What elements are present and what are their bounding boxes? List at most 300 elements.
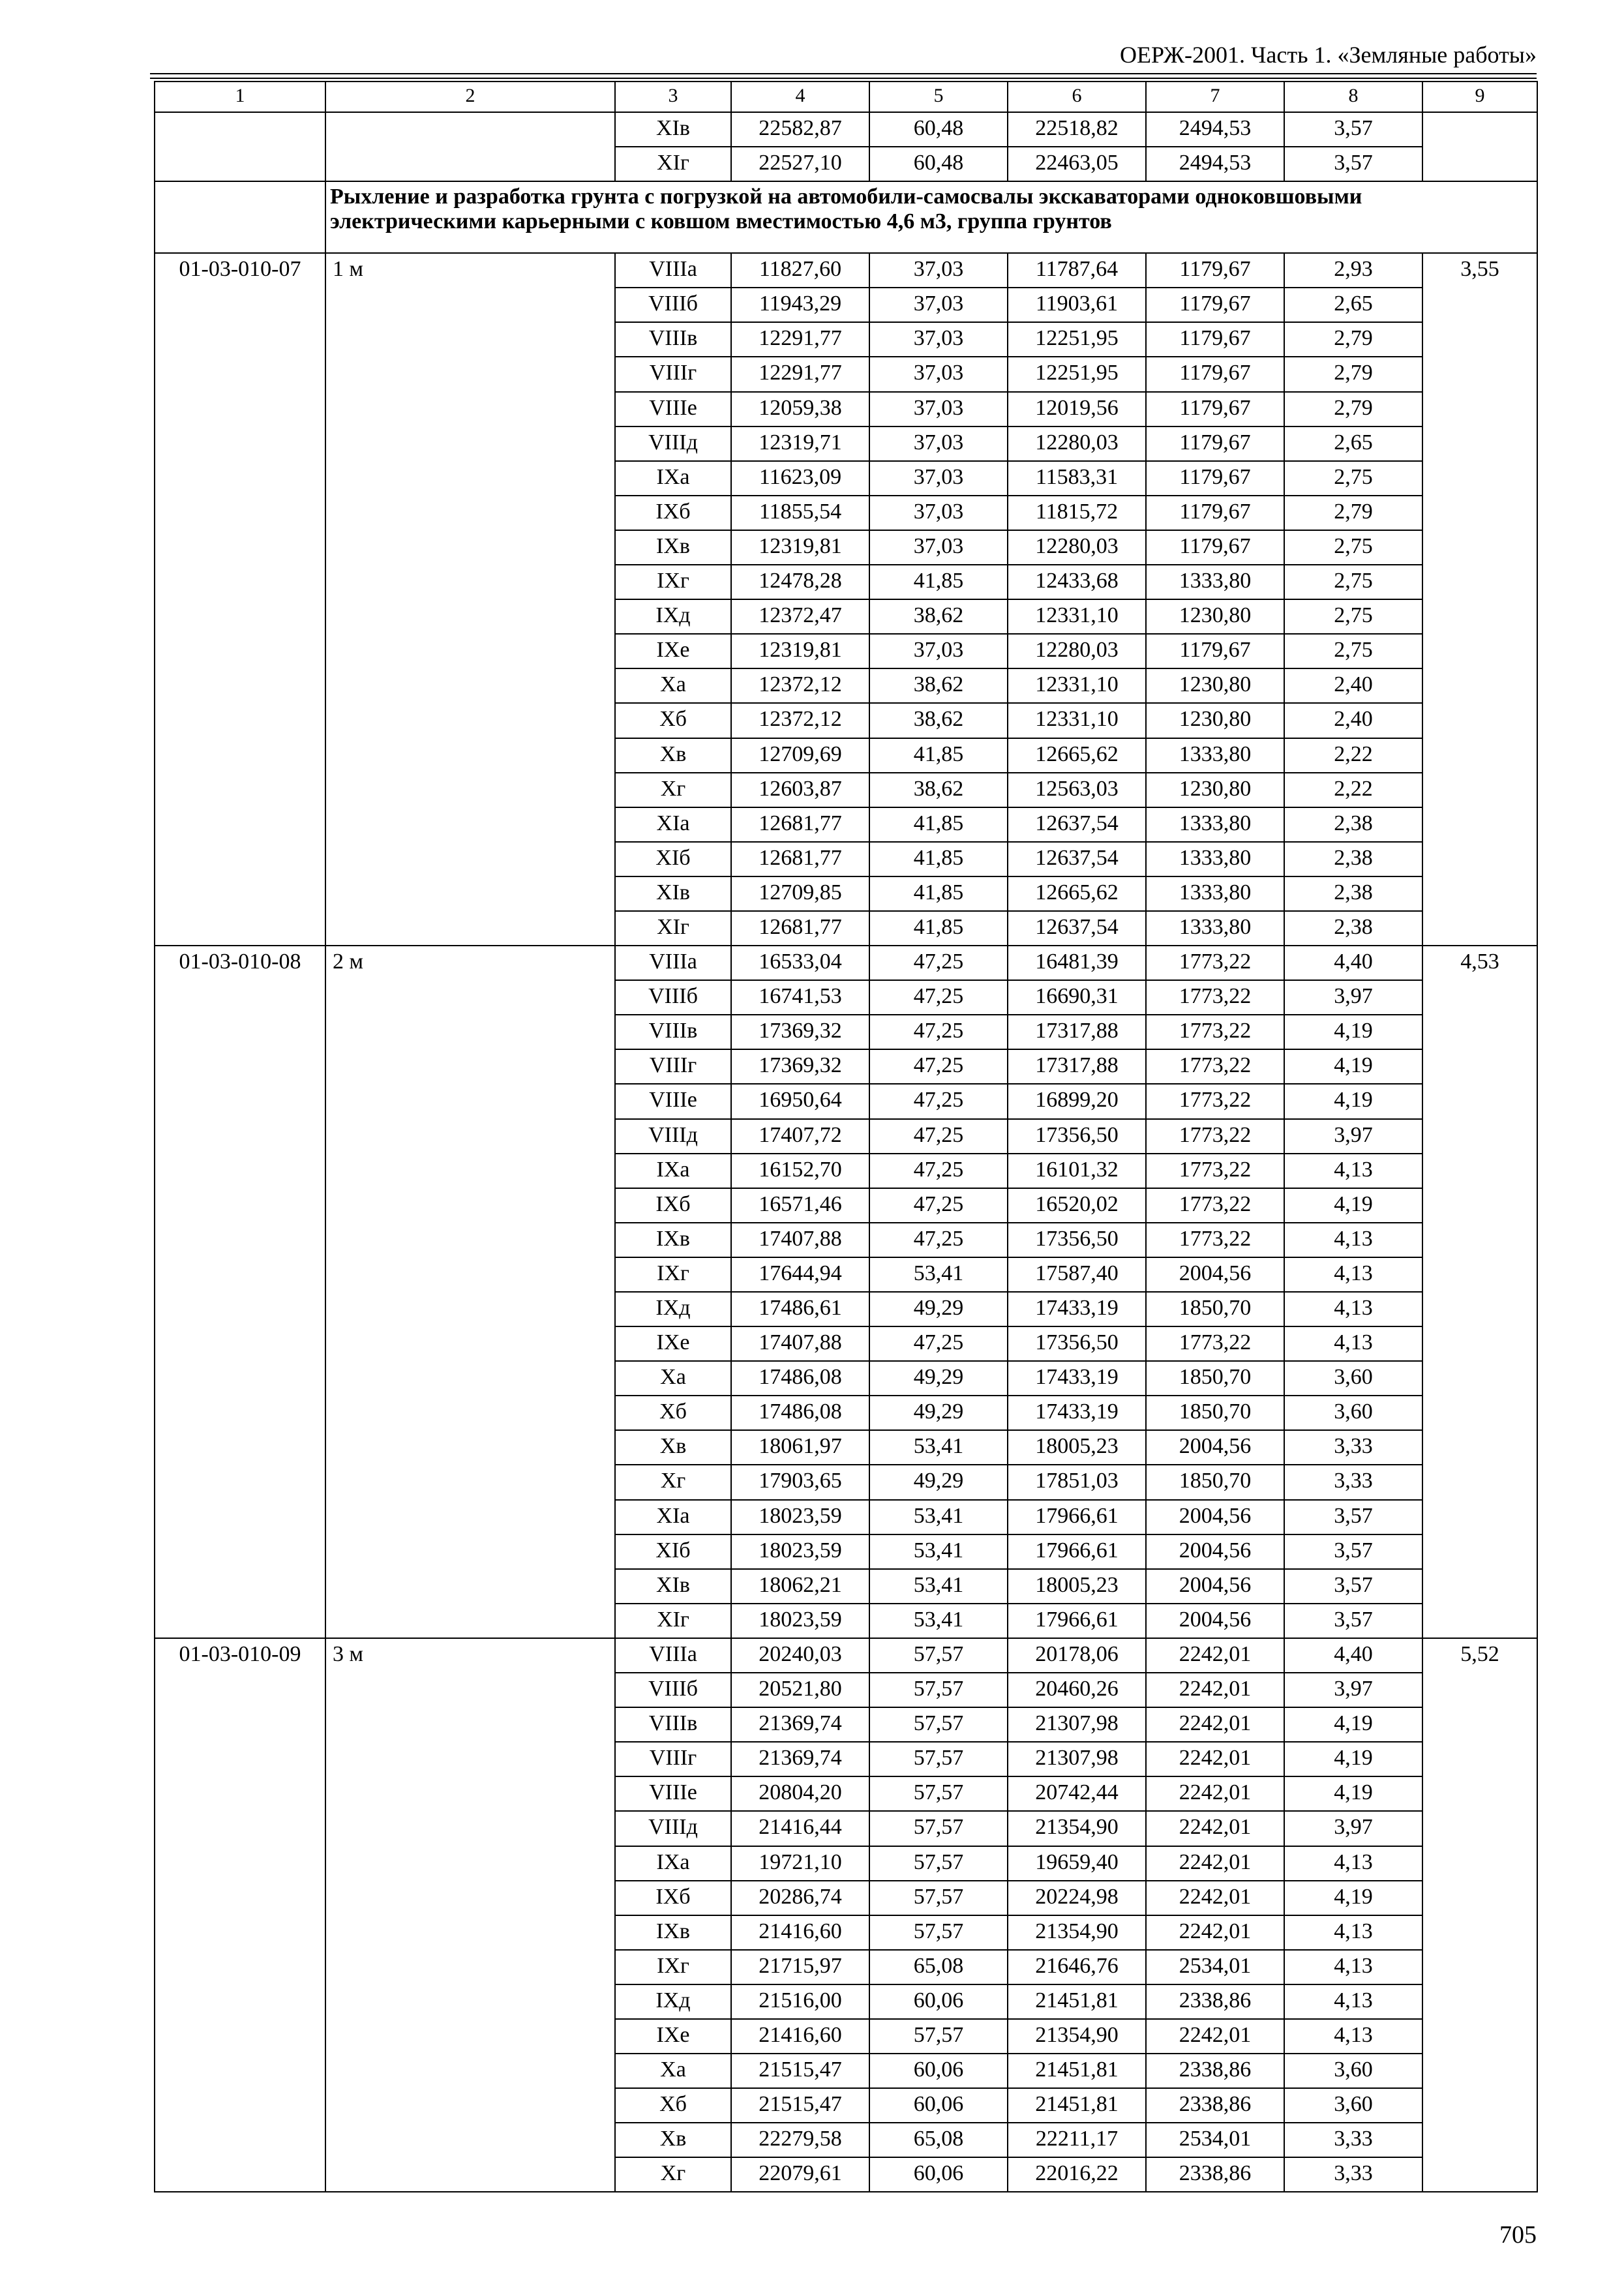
value-cell: 21369,74 bbox=[731, 1742, 869, 1776]
value-cell: 17966,61 bbox=[1008, 1500, 1146, 1534]
value-cell: 47,25 bbox=[869, 1154, 1008, 1188]
value-cell: 3,97 bbox=[1284, 1119, 1422, 1154]
value-cell: 4,13 bbox=[1284, 1223, 1422, 1257]
value-cell: 22016,22 bbox=[1008, 2157, 1146, 2192]
value-cell: 65,08 bbox=[869, 2123, 1008, 2157]
value-cell: 2,40 bbox=[1284, 668, 1422, 703]
soil-group-cell: IXа bbox=[615, 1846, 731, 1881]
value-cell: 3,33 bbox=[1284, 1465, 1422, 1499]
value-cell: 1850,70 bbox=[1146, 1465, 1284, 1499]
value-cell: 47,25 bbox=[869, 1015, 1008, 1049]
value-cell: 37,03 bbox=[869, 253, 1008, 288]
value-cell: 21715,97 bbox=[731, 1950, 869, 1984]
value-cell: 2242,01 bbox=[1146, 1707, 1284, 1742]
value-cell: 20286,74 bbox=[731, 1881, 869, 1915]
name-cell bbox=[325, 112, 615, 181]
value-cell: 17407,88 bbox=[731, 1223, 869, 1257]
value-cell: 1179,67 bbox=[1146, 357, 1284, 391]
value-cell: 2,75 bbox=[1284, 461, 1422, 496]
value-cell: 1179,67 bbox=[1146, 288, 1284, 322]
soil-group-cell: XIв bbox=[615, 876, 731, 911]
value-cell: 11903,61 bbox=[1008, 288, 1146, 322]
soil-group-cell: XIа bbox=[615, 807, 731, 842]
value-cell: 17966,61 bbox=[1008, 1604, 1146, 1638]
value-cell: 1230,80 bbox=[1146, 668, 1284, 703]
value-cell: 22582,87 bbox=[731, 112, 869, 147]
value-cell: 20178,06 bbox=[1008, 1638, 1146, 1673]
value-cell: 38,62 bbox=[869, 599, 1008, 634]
value-cell: 1333,80 bbox=[1146, 876, 1284, 911]
value-cell: 2,79 bbox=[1284, 322, 1422, 357]
column-number: 6 bbox=[1008, 82, 1146, 112]
value-cell: 57,57 bbox=[869, 1742, 1008, 1776]
value-cell: 57,57 bbox=[869, 2019, 1008, 2054]
value-cell: 2242,01 bbox=[1146, 1776, 1284, 1811]
value-cell: 4,13 bbox=[1284, 1846, 1422, 1881]
value-cell: 16690,31 bbox=[1008, 980, 1146, 1015]
value-cell: 4,19 bbox=[1284, 1776, 1422, 1811]
value-cell: 3,60 bbox=[1284, 1361, 1422, 1396]
value-cell: 2242,01 bbox=[1146, 1915, 1284, 1950]
value-cell: 18061,97 bbox=[731, 1430, 869, 1465]
table-body bbox=[155, 82, 1537, 2192]
soil-group-cell: IXг bbox=[615, 1257, 731, 1292]
value-cell: 60,06 bbox=[869, 2054, 1008, 2088]
column-number: 4 bbox=[731, 82, 869, 112]
value-cell: 53,41 bbox=[869, 1430, 1008, 1465]
value-cell: 17369,32 bbox=[731, 1015, 869, 1049]
soil-group-cell: IXе bbox=[615, 1326, 731, 1361]
value-cell: 16533,04 bbox=[731, 946, 869, 980]
value-cell: 1773,22 bbox=[1146, 1119, 1284, 1154]
value-cell: 47,25 bbox=[869, 1049, 1008, 1084]
value-cell: 18062,21 bbox=[731, 1569, 869, 1604]
value-cell: 12478,28 bbox=[731, 565, 869, 599]
value-cell: 11583,31 bbox=[1008, 461, 1146, 496]
value-cell: 21354,90 bbox=[1008, 1811, 1146, 1846]
value-cell: 37,03 bbox=[869, 634, 1008, 668]
value-cell: 1773,22 bbox=[1146, 1188, 1284, 1223]
value-cell: 2534,01 bbox=[1146, 2123, 1284, 2157]
value-cell: 2494,53 bbox=[1146, 112, 1284, 147]
value-cell: 2242,01 bbox=[1146, 2019, 1284, 2054]
soil-group-cell: VIIIб bbox=[615, 1673, 731, 1707]
value-cell: 57,57 bbox=[869, 1881, 1008, 1915]
value-cell: 41,85 bbox=[869, 565, 1008, 599]
rates-table bbox=[154, 81, 1538, 2192]
value-cell: 21646,76 bbox=[1008, 1950, 1146, 1984]
value-cell: 20240,03 bbox=[731, 1638, 869, 1673]
value-cell: 18023,59 bbox=[731, 1604, 869, 1638]
value-cell: 21307,98 bbox=[1008, 1707, 1146, 1742]
value-cell: 53,41 bbox=[869, 1604, 1008, 1638]
soil-group-cell: Xг bbox=[615, 2157, 731, 2192]
value-cell: 2,75 bbox=[1284, 565, 1422, 599]
value-cell: 4,13 bbox=[1284, 1257, 1422, 1292]
soil-group-cell: VIIIа bbox=[615, 946, 731, 980]
value-cell: 12681,77 bbox=[731, 911, 869, 946]
value-cell: 1179,67 bbox=[1146, 496, 1284, 530]
value-cell: 53,41 bbox=[869, 1569, 1008, 1604]
value-cell: 37,03 bbox=[869, 426, 1008, 461]
value-cell: 21416,44 bbox=[731, 1811, 869, 1846]
soil-group-cell: IXе bbox=[615, 2019, 731, 2054]
value-cell: 47,25 bbox=[869, 980, 1008, 1015]
value-cell: 3,60 bbox=[1284, 1396, 1422, 1430]
value-cell: 37,03 bbox=[869, 461, 1008, 496]
value-cell: 2242,01 bbox=[1146, 1742, 1284, 1776]
value-cell: 4,13 bbox=[1284, 1292, 1422, 1326]
section-row bbox=[155, 181, 1537, 253]
value-cell: 57,57 bbox=[869, 1673, 1008, 1707]
value-cell: 2004,56 bbox=[1146, 1569, 1284, 1604]
value-cell: 2338,86 bbox=[1146, 2054, 1284, 2088]
value-cell: 41,85 bbox=[869, 842, 1008, 876]
value-cell: 47,25 bbox=[869, 1188, 1008, 1223]
value-cell: 41,85 bbox=[869, 911, 1008, 946]
page-header bbox=[150, 38, 1537, 72]
soil-group-cell: VIIIв bbox=[615, 1015, 731, 1049]
value-cell: 3,97 bbox=[1284, 1673, 1422, 1707]
value-cell: 4,13 bbox=[1284, 2019, 1422, 2054]
value-cell: 60,48 bbox=[869, 112, 1008, 147]
value-cell: 12331,10 bbox=[1008, 668, 1146, 703]
value-cell: 12637,54 bbox=[1008, 842, 1146, 876]
value-cell: 21354,90 bbox=[1008, 2019, 1146, 2054]
value-cell: 49,29 bbox=[869, 1361, 1008, 1396]
value-cell: 17486,08 bbox=[731, 1361, 869, 1396]
value-cell: 4,19 bbox=[1284, 1049, 1422, 1084]
value-cell: 1773,22 bbox=[1146, 1049, 1284, 1084]
header-rule bbox=[150, 73, 1537, 74]
value-cell: 3,97 bbox=[1284, 1811, 1422, 1846]
value-cell: 1333,80 bbox=[1146, 911, 1284, 946]
soil-group-cell: VIIIд bbox=[615, 1811, 731, 1846]
value-cell: 1230,80 bbox=[1146, 599, 1284, 634]
value-cell: 57,57 bbox=[869, 1776, 1008, 1811]
value-cell: 3,60 bbox=[1284, 2054, 1422, 2088]
value-cell: 4,19 bbox=[1284, 1881, 1422, 1915]
value-cell: 3,33 bbox=[1284, 2123, 1422, 2157]
soil-group-cell: IXв bbox=[615, 530, 731, 565]
value-cell: 1179,67 bbox=[1146, 322, 1284, 357]
value-cell: 1179,67 bbox=[1146, 461, 1284, 496]
value-cell: 21516,00 bbox=[731, 1984, 869, 2019]
soil-group-cell: Xа bbox=[615, 1361, 731, 1396]
value-cell: 4,40 bbox=[1284, 946, 1422, 980]
table-row bbox=[155, 112, 1537, 147]
value-cell: 60,06 bbox=[869, 2088, 1008, 2123]
value-cell: 16152,70 bbox=[731, 1154, 869, 1188]
value-cell: 17903,65 bbox=[731, 1465, 869, 1499]
value-cell: 4,13 bbox=[1284, 1915, 1422, 1950]
value-cell: 57,57 bbox=[869, 1846, 1008, 1881]
soil-group-cell: XIв bbox=[615, 1569, 731, 1604]
value-cell: 57,57 bbox=[869, 1638, 1008, 1673]
soil-group-cell: VIIIг bbox=[615, 357, 731, 391]
value-cell: 20224,98 bbox=[1008, 1881, 1146, 1915]
value-cell: 17587,40 bbox=[1008, 1257, 1146, 1292]
value-cell: 2,65 bbox=[1284, 288, 1422, 322]
value-cell: 3,57 bbox=[1284, 112, 1422, 147]
value-cell: 49,29 bbox=[869, 1465, 1008, 1499]
soil-group-cell: VIIIа bbox=[615, 253, 731, 288]
value-cell: 3,33 bbox=[1284, 2157, 1422, 2192]
table-row bbox=[155, 946, 1537, 980]
table-row bbox=[155, 1638, 1537, 1673]
value-cell: 22527,10 bbox=[731, 147, 869, 181]
value-cell: 2004,56 bbox=[1146, 1604, 1284, 1638]
section-code-cell bbox=[155, 181, 325, 253]
value-cell: 11943,29 bbox=[731, 288, 869, 322]
value-cell: 16520,02 bbox=[1008, 1188, 1146, 1223]
value-cell: 1333,80 bbox=[1146, 738, 1284, 773]
value-cell: 21369,74 bbox=[731, 1707, 869, 1742]
soil-group-cell: VIIIд bbox=[615, 1119, 731, 1154]
value-cell: 18023,59 bbox=[731, 1500, 869, 1534]
soil-group-cell: Xв bbox=[615, 2123, 731, 2157]
soil-group-cell: IXг bbox=[615, 565, 731, 599]
value-cell: 12681,77 bbox=[731, 842, 869, 876]
col9-cell: 5,52 bbox=[1422, 1638, 1537, 2192]
value-cell: 11815,72 bbox=[1008, 496, 1146, 530]
value-cell: 3,33 bbox=[1284, 1430, 1422, 1465]
soil-group-cell: Xв bbox=[615, 738, 731, 773]
soil-group-cell: Xб bbox=[615, 703, 731, 738]
value-cell: 12709,85 bbox=[731, 876, 869, 911]
value-cell: 2,38 bbox=[1284, 842, 1422, 876]
value-cell: 12319,71 bbox=[731, 426, 869, 461]
value-cell: 12291,77 bbox=[731, 322, 869, 357]
soil-group-cell: XIг bbox=[615, 147, 731, 181]
rate-name: 3 м bbox=[325, 1638, 615, 2192]
value-cell: 22463,05 bbox=[1008, 147, 1146, 181]
value-cell: 20804,20 bbox=[731, 1776, 869, 1811]
value-cell: 2338,86 bbox=[1146, 1984, 1284, 2019]
value-cell: 19659,40 bbox=[1008, 1846, 1146, 1881]
col9-cell: 4,53 bbox=[1422, 946, 1537, 1638]
value-cell: 4,13 bbox=[1284, 1984, 1422, 2019]
value-cell: 1773,22 bbox=[1146, 1154, 1284, 1188]
value-cell: 1333,80 bbox=[1146, 842, 1284, 876]
rate-name: 2 м bbox=[325, 946, 615, 1638]
value-cell: 22211,17 bbox=[1008, 2123, 1146, 2157]
value-cell: 2004,56 bbox=[1146, 1500, 1284, 1534]
soil-group-cell: IXб bbox=[615, 496, 731, 530]
value-cell: 41,85 bbox=[869, 738, 1008, 773]
column-number: 2 bbox=[325, 82, 615, 112]
soil-group-cell: XIв bbox=[615, 112, 731, 147]
value-cell: 4,19 bbox=[1284, 1084, 1422, 1118]
column-number: 5 bbox=[869, 82, 1008, 112]
soil-group-cell: Xа bbox=[615, 668, 731, 703]
value-cell: 12603,87 bbox=[731, 773, 869, 807]
value-cell: 65,08 bbox=[869, 1950, 1008, 1984]
soil-group-cell: IXа bbox=[615, 461, 731, 496]
value-cell: 12637,54 bbox=[1008, 911, 1146, 946]
value-cell: 47,25 bbox=[869, 1223, 1008, 1257]
rate-code: 01-03-010-07 bbox=[155, 253, 325, 946]
soil-group-cell: Xб bbox=[615, 2088, 731, 2123]
value-cell: 1333,80 bbox=[1146, 807, 1284, 842]
value-cell: 12280,03 bbox=[1008, 634, 1146, 668]
value-cell: 17407,88 bbox=[731, 1326, 869, 1361]
value-cell: 2242,01 bbox=[1146, 1846, 1284, 1881]
value-cell: 12280,03 bbox=[1008, 530, 1146, 565]
value-cell: 4,19 bbox=[1284, 1015, 1422, 1049]
col9-cell: 3,55 bbox=[1422, 253, 1537, 946]
value-cell: 12372,12 bbox=[731, 703, 869, 738]
value-cell: 1179,67 bbox=[1146, 426, 1284, 461]
soil-group-cell: VIIIг bbox=[615, 1742, 731, 1776]
value-cell: 2004,56 bbox=[1146, 1257, 1284, 1292]
value-cell: 3,57 bbox=[1284, 1569, 1422, 1604]
value-cell: 2,79 bbox=[1284, 496, 1422, 530]
value-cell: 12331,10 bbox=[1008, 703, 1146, 738]
value-cell: 37,03 bbox=[869, 288, 1008, 322]
column-number: 3 bbox=[615, 82, 731, 112]
value-cell: 12372,12 bbox=[731, 668, 869, 703]
value-cell: 2004,56 bbox=[1146, 1430, 1284, 1465]
value-cell: 21451,81 bbox=[1008, 1984, 1146, 2019]
value-cell: 21416,60 bbox=[731, 1915, 869, 1950]
soil-group-cell: Xа bbox=[615, 2054, 731, 2088]
value-cell: 16950,64 bbox=[731, 1084, 869, 1118]
soil-group-cell: VIIIе bbox=[615, 392, 731, 426]
value-cell: 53,41 bbox=[869, 1257, 1008, 1292]
value-cell: 11855,54 bbox=[731, 496, 869, 530]
soil-group-cell: VIIIб bbox=[615, 288, 731, 322]
value-cell: 12291,77 bbox=[731, 357, 869, 391]
soil-group-cell: VIIIв bbox=[615, 1707, 731, 1742]
value-cell: 16101,32 bbox=[1008, 1154, 1146, 1188]
value-cell: 4,19 bbox=[1284, 1188, 1422, 1223]
soil-group-cell: IXд bbox=[615, 1292, 731, 1326]
value-cell: 38,62 bbox=[869, 668, 1008, 703]
value-cell: 12019,56 bbox=[1008, 392, 1146, 426]
value-cell: 1179,67 bbox=[1146, 530, 1284, 565]
value-cell: 21451,81 bbox=[1008, 2088, 1146, 2123]
value-cell: 37,03 bbox=[869, 322, 1008, 357]
value-cell: 2338,86 bbox=[1146, 2157, 1284, 2192]
value-cell: 2,93 bbox=[1284, 253, 1422, 288]
value-cell: 12251,95 bbox=[1008, 357, 1146, 391]
soil-group-cell: VIIIе bbox=[615, 1776, 731, 1811]
value-cell: 2,22 bbox=[1284, 773, 1422, 807]
col9-cell bbox=[1422, 112, 1537, 181]
column-number: 8 bbox=[1284, 82, 1422, 112]
value-cell: 38,62 bbox=[869, 773, 1008, 807]
value-cell: 11787,64 bbox=[1008, 253, 1146, 288]
value-cell: 17433,19 bbox=[1008, 1396, 1146, 1430]
value-cell: 2242,01 bbox=[1146, 1811, 1284, 1846]
value-cell: 41,85 bbox=[869, 876, 1008, 911]
value-cell: 17433,19 bbox=[1008, 1361, 1146, 1396]
value-cell: 47,25 bbox=[869, 1326, 1008, 1361]
value-cell: 1179,67 bbox=[1146, 392, 1284, 426]
value-cell: 1179,67 bbox=[1146, 634, 1284, 668]
value-cell: 22518,82 bbox=[1008, 112, 1146, 147]
soil-group-cell: IXд bbox=[615, 599, 731, 634]
value-cell: 21416,60 bbox=[731, 2019, 869, 2054]
soil-group-cell: Xг bbox=[615, 773, 731, 807]
value-cell: 17407,72 bbox=[731, 1119, 869, 1154]
value-cell: 12681,77 bbox=[731, 807, 869, 842]
value-cell: 2494,53 bbox=[1146, 147, 1284, 181]
value-cell: 12372,47 bbox=[731, 599, 869, 634]
value-cell: 12563,03 bbox=[1008, 773, 1146, 807]
value-cell: 18005,23 bbox=[1008, 1569, 1146, 1604]
value-cell: 17317,88 bbox=[1008, 1015, 1146, 1049]
column-numbers-row bbox=[155, 82, 1537, 112]
value-cell: 2242,01 bbox=[1146, 1638, 1284, 1673]
value-cell: 17317,88 bbox=[1008, 1049, 1146, 1084]
value-cell: 2242,01 bbox=[1146, 1881, 1284, 1915]
section-title: Рыхление и разработка грунта с погрузкой на автомобили-самосвалы экскаваторами одноковшовыми электрическими карьерными с ковшом вместимостью 4,6 м3, группа грунтов bbox=[325, 181, 1537, 253]
value-cell: 3,60 bbox=[1284, 2088, 1422, 2123]
value-cell: 57,57 bbox=[869, 1915, 1008, 1950]
rate-name: 1 м bbox=[325, 253, 615, 946]
value-cell: 37,03 bbox=[869, 530, 1008, 565]
value-cell: 4,40 bbox=[1284, 1638, 1422, 1673]
value-cell: 1773,22 bbox=[1146, 946, 1284, 980]
value-cell: 37,03 bbox=[869, 496, 1008, 530]
value-cell: 4,13 bbox=[1284, 1326, 1422, 1361]
value-cell: 2,40 bbox=[1284, 703, 1422, 738]
value-cell: 2338,86 bbox=[1146, 2088, 1284, 2123]
value-cell: 17356,50 bbox=[1008, 1223, 1146, 1257]
value-cell: 2,79 bbox=[1284, 392, 1422, 426]
value-cell: 19721,10 bbox=[731, 1846, 869, 1881]
value-cell: 38,62 bbox=[869, 703, 1008, 738]
value-cell: 21354,90 bbox=[1008, 1915, 1146, 1950]
value-cell: 3,57 bbox=[1284, 1500, 1422, 1534]
value-cell: 2004,56 bbox=[1146, 1534, 1284, 1569]
rate-code: 01-03-010-09 bbox=[155, 1638, 325, 2192]
value-cell: 2,38 bbox=[1284, 876, 1422, 911]
value-cell: 17356,50 bbox=[1008, 1119, 1146, 1154]
soil-group-cell: IXг bbox=[615, 1950, 731, 1984]
value-cell: 12319,81 bbox=[731, 530, 869, 565]
value-cell: 2,38 bbox=[1284, 911, 1422, 946]
value-cell: 53,41 bbox=[869, 1500, 1008, 1534]
soil-group-cell: XIб bbox=[615, 1534, 731, 1569]
soil-group-cell: IXб bbox=[615, 1881, 731, 1915]
soil-group-cell: XIг bbox=[615, 911, 731, 946]
soil-group-cell: VIIIв bbox=[615, 322, 731, 357]
value-cell: 17644,94 bbox=[731, 1257, 869, 1292]
value-cell: 12331,10 bbox=[1008, 599, 1146, 634]
value-cell: 20460,26 bbox=[1008, 1673, 1146, 1707]
column-number: 7 bbox=[1146, 82, 1284, 112]
value-cell: 12251,95 bbox=[1008, 322, 1146, 357]
value-cell: 60,48 bbox=[869, 147, 1008, 181]
soil-group-cell: IXе bbox=[615, 634, 731, 668]
value-cell: 3,57 bbox=[1284, 1534, 1422, 1569]
value-cell: 1850,70 bbox=[1146, 1292, 1284, 1326]
soil-group-cell: IXа bbox=[615, 1154, 731, 1188]
value-cell: 1850,70 bbox=[1146, 1396, 1284, 1430]
value-cell: 12665,62 bbox=[1008, 738, 1146, 773]
column-number: 1 bbox=[155, 82, 325, 112]
value-cell: 21451,81 bbox=[1008, 2054, 1146, 2088]
value-cell: 22079,61 bbox=[731, 2157, 869, 2192]
value-cell: 2,22 bbox=[1284, 738, 1422, 773]
value-cell: 18023,59 bbox=[731, 1534, 869, 1569]
value-cell: 12433,68 bbox=[1008, 565, 1146, 599]
soil-group-cell: Xв bbox=[615, 1430, 731, 1465]
value-cell: 2,75 bbox=[1284, 599, 1422, 634]
